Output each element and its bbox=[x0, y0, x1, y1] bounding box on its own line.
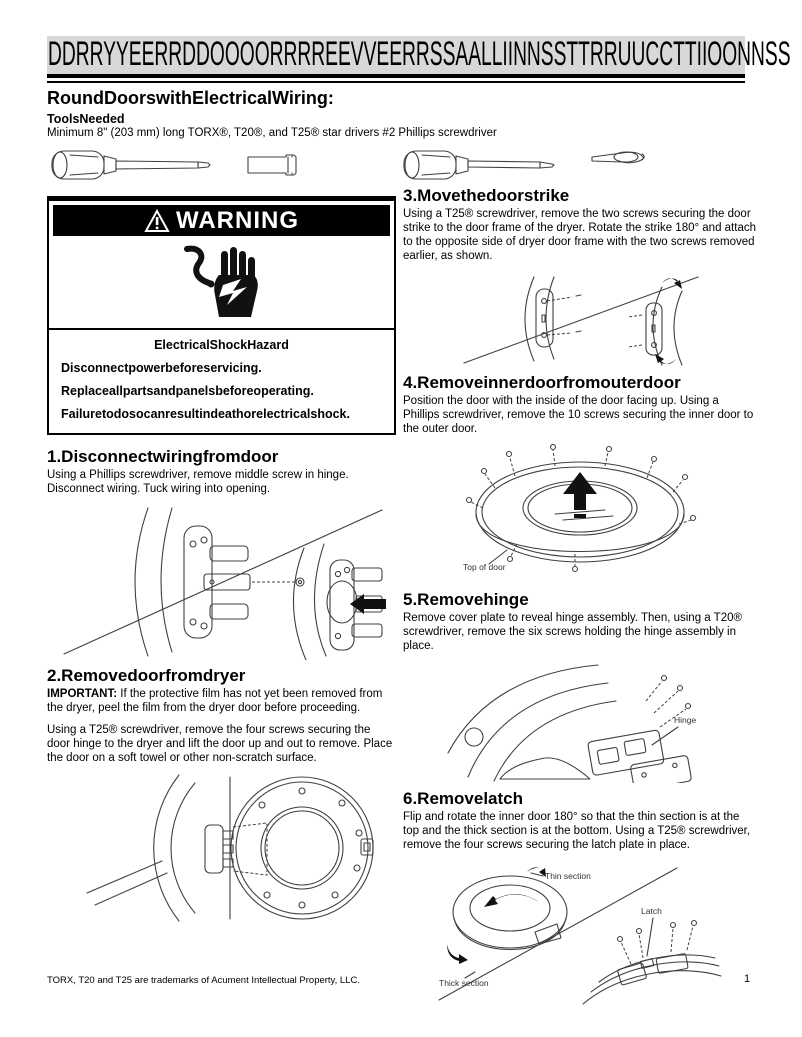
page-title: DDRRYYEERRDDOOOORRRREEVVEERRSSAALLIINNSSTTRRUUCCTTIIOONNSS bbox=[48, 35, 791, 73]
important-label: IMPORTANT: bbox=[47, 688, 118, 700]
warning-header bbox=[53, 205, 390, 236]
section-3-heading: 3.Movethedoorstrike bbox=[403, 186, 570, 205]
section-6-heading: 6.Removelatch bbox=[403, 789, 523, 808]
shock-hazard-icon-area bbox=[49, 240, 394, 328]
page-number: 1 bbox=[744, 973, 751, 985]
electrical-shock-hand-icon bbox=[179, 245, 265, 323]
figure-remove-inner-door bbox=[403, 444, 757, 584]
section-1-heading: 1.Disconnectwiringfromdoor bbox=[47, 447, 279, 466]
section-4-heading: 4.Removeinnerdoorfromouterdoor bbox=[403, 373, 681, 392]
figure-label-hinge: Hinge bbox=[674, 715, 697, 725]
warning-title: WARNING bbox=[176, 206, 299, 234]
page-title-band bbox=[47, 35, 791, 78]
warning-line: Replaceallpartsandpanelsbeforeoperating. bbox=[61, 384, 314, 398]
warning-line: Disconnectpowerbeforeservicing. bbox=[61, 361, 262, 375]
section-2-important: If the protective film has not yet been removed from the dryer, peel the film from the dryer door before proceeding. bbox=[47, 688, 383, 714]
phillips-screwdriver-illustration bbox=[400, 141, 650, 191]
warning-box bbox=[47, 196, 396, 435]
figure-remove-hinge bbox=[403, 661, 757, 783]
section-2-heading: 2.Removedoorfromdryer bbox=[47, 666, 246, 685]
warning-triangle-icon bbox=[144, 209, 170, 233]
section-5-body: Remove cover plate to reveal hinge assembly. Then, using a T20® screwdriver, remove the six screws holding the hinge assembly in place. bbox=[403, 612, 742, 652]
figure-remove-latch bbox=[403, 860, 757, 1006]
trademark-note: TORX, T20 and T25 are trademarks of Acument Intellectual Property, LLC. bbox=[47, 975, 360, 986]
doc-subtitle: RoundDoorswithElectricalWiring: bbox=[47, 88, 334, 108]
title-underline bbox=[47, 81, 745, 83]
tools-needed-heading: ToolsNeeded bbox=[47, 112, 125, 126]
figure-label-thin-section: Thin section bbox=[545, 871, 591, 881]
warning-line: Failuretodosocanresultindeathorelectricalshock. bbox=[61, 407, 350, 421]
warning-text-area bbox=[49, 328, 394, 433]
figure-label-thick-section: Thick section bbox=[439, 978, 489, 988]
torx-screwdriver-illustration bbox=[48, 143, 308, 189]
tools-needed-description: Minimum 8" (203 mm) long TORX®, T20®, and T25® star drivers #2 Phillips screwdriver bbox=[47, 127, 497, 139]
hazard-title: ElectricalShockHazard bbox=[154, 338, 289, 352]
figure-label-top-of-door: Top of door bbox=[463, 562, 506, 572]
section-4-body: Position the door with the inside of the door facing up. Using a Phillips screwdriver, remove the 10 screws securing the inner door to the outer door. bbox=[403, 395, 754, 435]
section-6-body: Flip and rotate the inner door 180° so that the thin section is at the top and the thick section is at the bottom. Using a T25® screwdriver, remove the four screws securing the latch plate in place. bbox=[403, 811, 751, 851]
section-5-heading: 5.Removehinge bbox=[403, 590, 529, 609]
section-3-body: Using a T25® screwdriver, remove the two screws securing the door strike to the door frame of the dryer. Rotate the strike 180° and attach to the opposite side of dryer door frame with the two screws removed earlier, as shown. bbox=[403, 208, 756, 262]
right-column bbox=[403, 186, 757, 1012]
figure-label-latch: Latch bbox=[641, 906, 662, 916]
figure-move-door-strike bbox=[403, 271, 757, 367]
left-column bbox=[47, 196, 396, 929]
section-2-body: Using a T25® screwdriver, remove the four screws securing the door hinge to the dryer and lift the door up and out to remove. Place the door on a soft towel or other non-scratch surface. bbox=[47, 724, 393, 764]
figure-remove-door bbox=[47, 773, 396, 923]
figure-disconnect-wiring bbox=[47, 504, 396, 660]
section-1-body: Using a Phillips screwdriver, remove middle screw in hinge. Disconnect wiring. Tuck wiring into opening. bbox=[47, 469, 349, 495]
